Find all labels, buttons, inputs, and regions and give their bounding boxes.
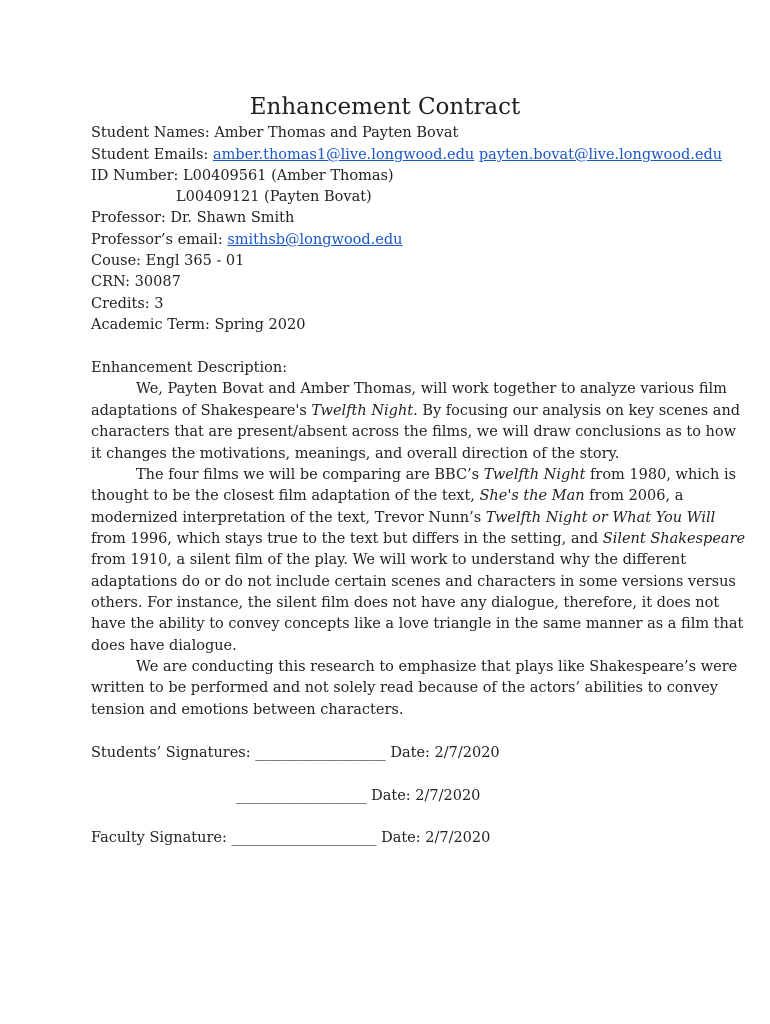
p2-line-4-title: Silent Shakespeare <box>602 531 746 547</box>
p2-line-1-title: Twelfth Night <box>483 467 586 483</box>
p2-line-4-text-a: from 1996, which stays true to the text but differs in the setting, and <box>91 531 603 547</box>
course-line: Couse: Engl 365 - 01 <box>91 253 245 269</box>
p2-line-3-title: Twelfth Night or What You Will <box>485 510 716 526</box>
p3-line-2: written to be performed and not solely read because of the actors’ abilities to convey <box>91 680 718 696</box>
p1-line-3: characters that are present/absent across the films, we will draw conclusions as to how <box>91 424 737 440</box>
faculty-signature-line: Faculty Signature: ____________________ Date: 2/7/2020 <box>91 830 491 846</box>
p2-line-1 <box>136 465 736 486</box>
p2-line-9: does have dialogue. <box>91 638 237 654</box>
professor-name: Professor: Dr. Shawn Smith <box>91 210 295 226</box>
students-signature-line: Students’ Signatures: __________________ Date: 2/7/2020 <box>91 745 500 761</box>
p1-line-4: it changes the motivations, meanings, and overall direction of the story. <box>91 446 620 462</box>
crn-line: CRN: 30087 <box>91 274 181 290</box>
professor-email-label: Professor’s email: <box>91 232 228 248</box>
id-number-line-2: L00409121 (Payten Bovat) <box>176 189 372 205</box>
p2-line-2-text-c: from 2006, a <box>584 488 684 504</box>
p1-line-2-title: Twelfth Night <box>311 403 414 419</box>
p2-line-5: from 1910, a silent film of the play. We will work to understand why the different <box>91 552 687 568</box>
second-signature-line: __________________ Date: 2/7/2020 <box>236 788 481 804</box>
p2-line-6: adaptations do or do not include certain scenes and characters in some versions versus <box>91 574 736 590</box>
p2-line-2 <box>91 486 683 507</box>
p1-line-2-text-c: . By focusing our analysis on key scenes and <box>413 403 741 419</box>
p2-line-1-text-c: from 1980, which is <box>585 467 737 483</box>
document-title: Enhancement Contract <box>249 94 521 120</box>
p1-line-2 <box>91 401 740 422</box>
email-link-amber[interactable]: amber.thomas1@live.longwood.edu <box>212 147 475 163</box>
student-emails-line <box>91 145 722 166</box>
professor-email-link[interactable]: smithsb@longwood.edu <box>227 232 403 248</box>
p3-line-1: We are conducting this research to emphasize that plays like Shakespeare’s were <box>136 659 738 675</box>
p2-line-2-title: She's the Man <box>479 488 585 504</box>
professor-email-line <box>91 230 403 251</box>
p2-line-8: have the ability to convey concepts like a love triangle in the same manner as a film that <box>91 616 744 632</box>
p3-line-3: tension and emotions between characters. <box>91 702 404 718</box>
email-link-payten[interactable]: payten.bovat@live.longwood.edu <box>478 147 723 163</box>
p2-line-2-text-a: thought to be the closest film adaptation of the text, <box>91 488 480 504</box>
term-line: Academic Term: Spring 2020 <box>91 317 306 333</box>
p2-line-1-text-a: The four films we will be comparing are BBC’s <box>136 467 484 483</box>
student-names: Student Names: Amber Thomas and Payten Bovat <box>91 125 459 141</box>
student-emails-label: Student Emails: <box>91 147 213 163</box>
p2-line-3-text-a: modernized interpretation of the text, Trevor Nunn’s <box>91 510 486 526</box>
p2-line-3 <box>91 508 715 529</box>
description-heading: Enhancement Description: <box>91 360 288 376</box>
p2-line-7: others. For instance, the silent film does not have any dialogue, therefore, it does not <box>91 595 720 611</box>
p1-line-1: We, Payten Bovat and Amber Thomas, will work together to analyze various film <box>136 381 727 397</box>
p2-line-4 <box>91 529 745 550</box>
id-number-line-1: ID Number: L00409561 (Amber Thomas) <box>91 168 394 184</box>
credits-line: Credits: 3 <box>91 296 164 312</box>
p1-line-2-text-a: adaptations of Shakespeare's <box>91 403 312 419</box>
